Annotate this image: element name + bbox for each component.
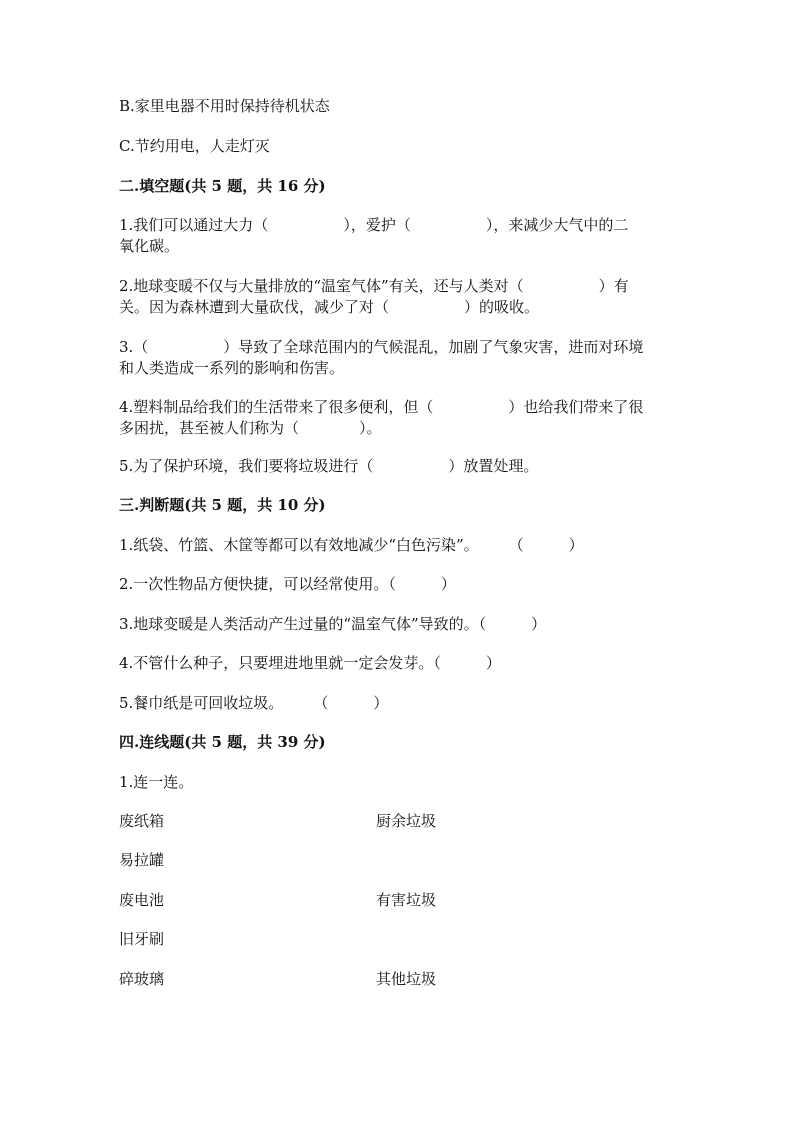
- fill-question-3-line-1: 3.（ ）导致了全球范围内的气候混乱，加剧了气象灾害，进而对环境: [119, 338, 644, 356]
- matching-right-item: 其他垃圾: [376, 970, 437, 988]
- matching-right-item: 厨余垃圾: [376, 812, 437, 830]
- section-heading-judge: 三.判断题(共 5 题，共 10 分): [119, 496, 326, 514]
- judge-question-5: 5.餐巾纸是可回收垃圾。 （ ）: [119, 694, 389, 712]
- matching-left-item: 易拉罐: [119, 851, 165, 869]
- matching-right-item: 有害垃圾: [376, 891, 437, 909]
- fill-question-2-line-1: 2.地球变暖不仅与大量排放的“温室气体”有关，还与人类对（ ）有: [119, 277, 629, 295]
- matching-left-item: 废电池: [119, 891, 165, 909]
- fill-question-4-line-2: 多困扰，甚至被人们称为（ ）。: [119, 419, 382, 437]
- matching-question-1: 1.连一连。: [119, 773, 194, 791]
- judge-question-3: 3.地球变暖是人类活动产生过量的“温室气体”导致的。（ ）: [119, 615, 547, 633]
- matching-left-item: 废纸箱: [119, 812, 165, 830]
- judge-question-4: 4.不管什么种子，只要埋进地里就一定会发芽。（ ）: [119, 654, 501, 672]
- fill-question-5: 5.为了保护环境，我们要将垃圾进行（ ）放置处理。: [119, 457, 539, 475]
- fill-question-3-line-2: 和人类造成一系列的影响和伤害。: [119, 359, 345, 377]
- section-heading-fill-blank: 二.填空题(共 5 题，共 16 分): [119, 177, 326, 195]
- fill-question-1-line-1: 1.我们可以通过大力（ ），爱护（ ），来减少大气中的二: [119, 216, 629, 234]
- option-c: C.节约用电，人走灯灭: [119, 137, 270, 155]
- fill-question-2-line-2: 关。因为森林遭到大量砍伐，减少了对（ ）的吸收。: [119, 298, 540, 316]
- matching-left-item: 旧牙刷: [119, 930, 165, 948]
- option-b: B.家里电器不用时保持待机状态: [119, 97, 330, 115]
- fill-question-1-line-2: 氧化碳。: [119, 237, 180, 255]
- fill-question-4-line-1: 4.塑料制品给我们的生活带来了很多便利，但（ ）也给我们带来了很: [119, 398, 644, 416]
- matching-left-item: 碎玻璃: [119, 970, 165, 988]
- judge-question-2: 2.一次性物品方便快捷，可以经常使用。（ ）: [119, 575, 456, 593]
- section-heading-matching: 四.连线题(共 5 题，共 39 分): [119, 733, 326, 751]
- judge-question-1: 1.纸袋、竹篮、木筐等都可以有效地减少“白色污染”。 （ ）: [119, 536, 584, 554]
